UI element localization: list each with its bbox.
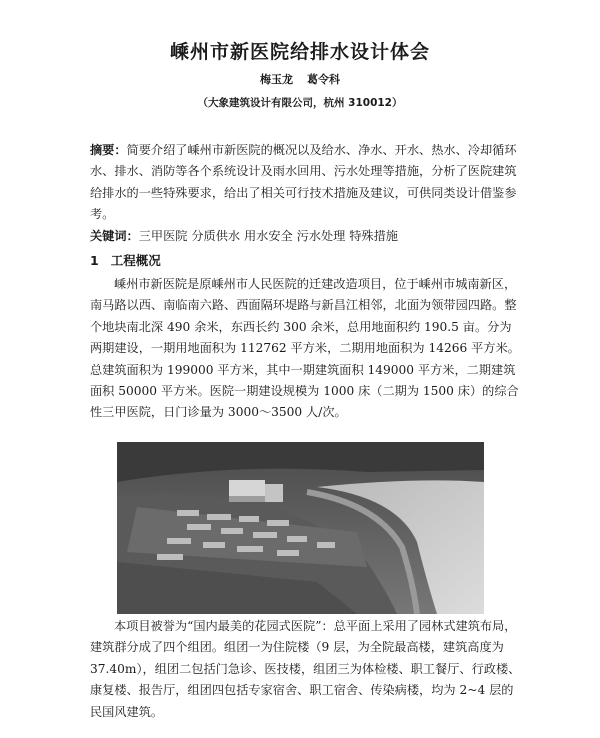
body-paragraph: 嵊州市新医院是原嵊州市人民医院的迁建改造项目，位于嵊州市城南新区，南马路以西、南临南六路、西面隔环堤路与新昌江相邻，北面为领带园四路。整个地块南北深 490 余米，东西长约 300 余米，总用地面积约 190.5 亩。分为两期建设，一期用地面积为 112762 平方米，二期用地面积为 14266 平方米。总建筑面积为 199000 平方米，其中一期建筑面积 149000 平方米，二期建筑面积 50000 平方米。医院一期建设规模为 1000 床（二期为 1500 床）的综合性三甲医院，日门诊量为 3000～3500 人/次。	[90, 277, 520, 420]
keywords-text: 三甲医院 分质供水 用水安全 污水处理 特殊措施	[138, 229, 398, 243]
author-name: 葛令科	[307, 73, 340, 86]
body-paragraph: 本项目被誉为“国内最美的花园式医院”：总平面上采用了园林式建筑布局，建筑群分成了四个组团。组团一为住院楼（9 层，为全院最高楼，建筑高度为 37.40m），组团二包括门急诊、医技楼，组团三为体检楼、职工餐厅、行政楼、康复楼、报告厅，组团四包括专家宿舍、职工宿舍、传染病楼，均为 2~4 层的民国风建筑。	[90, 619, 521, 719]
abstract-text: 简要介绍了嵊州市新医院的概况以及给水、净水、开水、热水、冷却循环水、排水、消防等各个系统设计及雨水回用、污水处理等措施，分析了医院建筑给排水的一些特殊要求，给出了相关可行技术措施及建议，可供同类设计借鉴参考。	[90, 143, 517, 222]
section-title: 工程概况	[110, 253, 161, 268]
author-name: 梅玉龙	[260, 73, 293, 86]
abstract-paragraph	[90, 140, 522, 226]
affiliation: （大象建筑设计有限公司，杭州 310012）	[197, 97, 403, 109]
paper-title: 嵊州市新医院给排水设计体会	[169, 41, 430, 63]
author-line	[0, 71, 600, 87]
aerial-site-photo	[117, 442, 484, 614]
abstract-label: 摘要：	[90, 143, 127, 157]
keywords-label: 关键词：	[90, 229, 139, 243]
section-heading	[90, 251, 161, 269]
keywords-paragraph	[90, 226, 522, 247]
section-number: 1	[90, 253, 99, 268]
